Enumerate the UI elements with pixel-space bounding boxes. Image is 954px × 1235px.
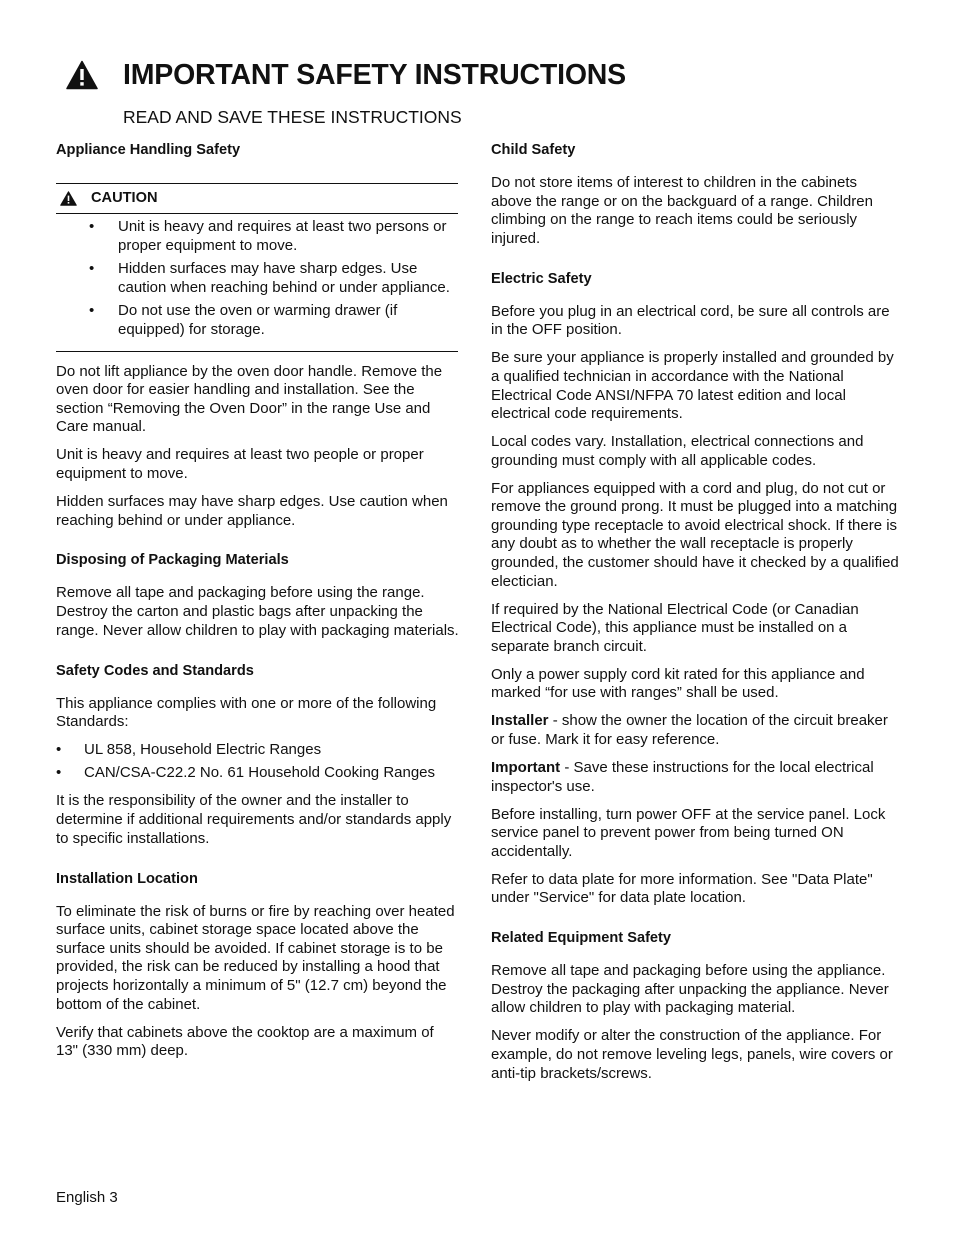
important-label: Important xyxy=(491,758,561,776)
bullet: • xyxy=(89,218,95,235)
important-paragraph xyxy=(491,759,899,796)
paragraph: Be sure your appliance is properly installed and grounded by a qualified technician in accordance with the National Electrical Code ANSI/NFPA 70 latest edition and local electrical code requirements. xyxy=(491,349,894,423)
paragraph: For appliances equipped with a cord and plug, do not cut or remove the ground prong. It must be plugged into a matching grounding type receptacle to avoid electrical shock. If there is any doubt as to whether the wall receptacle is properly grounded, the customer should have it checked by a qualified electician. xyxy=(491,479,899,590)
list-item xyxy=(56,764,459,783)
paragraph: Do not lift appliance by the oven door handle. Remove the oven door for easier handling and installation. See the section “Removing the Oven Door” in the range Use and Care manual. xyxy=(56,362,443,436)
bullet: • xyxy=(56,741,62,759)
list-item xyxy=(56,260,458,297)
paragraph: Before you plug in an electrical cord, be sure all controls are in the OFF position. xyxy=(491,302,890,339)
page-number: English 3 xyxy=(56,1189,118,1206)
paragraph: Only a power supply cord kit rated for this appliance and marked “for use with ranges” shall be used. xyxy=(491,665,865,702)
caution-label: CAUTION xyxy=(91,190,158,207)
caution-box xyxy=(56,183,458,352)
list-item-text: UL 858, Household Electric Ranges xyxy=(84,741,322,759)
paragraph: To eliminate the risk of burns or fire by reaching over heated surface units, cabinet storage space located above the surface units should be avoided. If cabinet storage is to be provided, the risk can be reduced by installing a hood that projects horizontally a minimum of 5" (12.7 cm) beyond the bottom of the cabinet. xyxy=(56,902,455,1013)
bullet: • xyxy=(89,260,95,278)
installer-paragraph xyxy=(491,712,899,749)
section-heading: Related Equipment Safety xyxy=(491,930,672,947)
standards-list xyxy=(56,741,459,783)
installer-label: Installer xyxy=(491,712,549,730)
installer-text: - show the owner the location of the circuit breaker or fuse. Mark it for easy reference. xyxy=(491,712,888,748)
paragraph: Remove all tape and packaging before using the appliance. Destroy the packaging after unpacking the appliance. Never allow children to play with packaging material. xyxy=(491,962,889,1017)
list-item-text: Unit is heavy and requires at least two persons or proper equipment to move. xyxy=(118,218,447,254)
location-section xyxy=(56,870,459,1061)
warning-triangle-icon xyxy=(66,60,98,90)
list-item xyxy=(56,218,458,255)
caution-list xyxy=(56,214,458,351)
paragraph: This appliance complies with one or more of the following Standards: xyxy=(56,694,437,731)
paragraph: Never modify or alter the construction of the appliance. For example, do not remove leveling legs, panels, wire covers or anti-tip brackets/screws. xyxy=(491,1027,893,1082)
paragraph: Hidden surfaces may have sharp edges. Use caution when reaching behind or under appliance. xyxy=(56,492,448,529)
related-equipment-section xyxy=(491,929,899,1083)
codes-section xyxy=(56,662,459,849)
right-column xyxy=(491,141,899,1093)
section-heading: Installation Location xyxy=(56,870,198,887)
list-item-text: Do not use the oven or warming drawer (if equipped) for storage. xyxy=(118,302,398,338)
section-heading: Electric Safety xyxy=(491,270,592,287)
paragraph: Do not store items of interest to children in the cabinets above the range or on the backguard of a range. Children climbing on the range to reach items could be seriously injured. xyxy=(491,174,873,247)
bullet: • xyxy=(56,764,62,782)
page-title: IMPORTANT SAFETY INSTRUCTIONS xyxy=(123,59,626,91)
paragraph: Verify that cabinets above the cooktop are a maximum of 13" (330 mm) deep. xyxy=(56,1023,434,1060)
section-heading: Disposing of Packaging Materials xyxy=(56,552,289,569)
paragraph: If required by the National Electrical Code (or Canadian Electrical Code), this appliance must be installed on a separate branch circuit. xyxy=(491,600,859,655)
list-item-text: Hidden surfaces may have sharp edges. Use caution when reaching behind or under appliance. xyxy=(118,260,450,296)
paragraph: Local codes vary. Installation, electrical connections and grounding must comply with all applicable codes. xyxy=(491,433,864,469)
caution-header xyxy=(56,184,458,214)
list-item-text: CAN/CSA-C22.2 No. 61 Household Cooking Ranges xyxy=(84,764,436,782)
section-heading: Child Safety xyxy=(491,142,576,158)
paragraph: Remove all tape and packaging before using the range. Destroy the carton and plastic bags after unpacking the range. Never allow children to play with packaging materials. xyxy=(56,584,459,639)
left-column xyxy=(56,141,459,1070)
child-safety-section xyxy=(491,141,899,248)
appliance-handling-section xyxy=(56,141,459,530)
paragraph: Refer to data plate for more information. See "Data Plate" under "Service" for data plate location. xyxy=(491,870,873,907)
section-heading: Safety Codes and Standards xyxy=(56,662,254,679)
bullet: • xyxy=(89,302,95,320)
paragraph: It is the responsibility of the owner and the installer to determine if additional requirements and/or standards apply to specific installations. xyxy=(56,792,452,847)
paragraph: Before installing, turn power OFF at the service panel. Lock service panel to prevent power from being turned ON accidentally. xyxy=(491,805,886,860)
paragraph: Unit is heavy and requires at least two people or proper equipment to move. xyxy=(56,446,424,482)
list-item xyxy=(56,302,458,339)
packaging-section xyxy=(56,551,459,640)
section-heading: Appliance Handling Safety xyxy=(56,142,241,158)
electric-safety-section xyxy=(491,270,899,908)
page-subtitle: READ AND SAVE THESE INSTRUCTIONS xyxy=(123,107,462,127)
warning-triangle-icon xyxy=(60,191,77,206)
list-item xyxy=(56,741,459,760)
important-text: - Save these instructions for the local electrical inspector's use. xyxy=(491,758,874,795)
